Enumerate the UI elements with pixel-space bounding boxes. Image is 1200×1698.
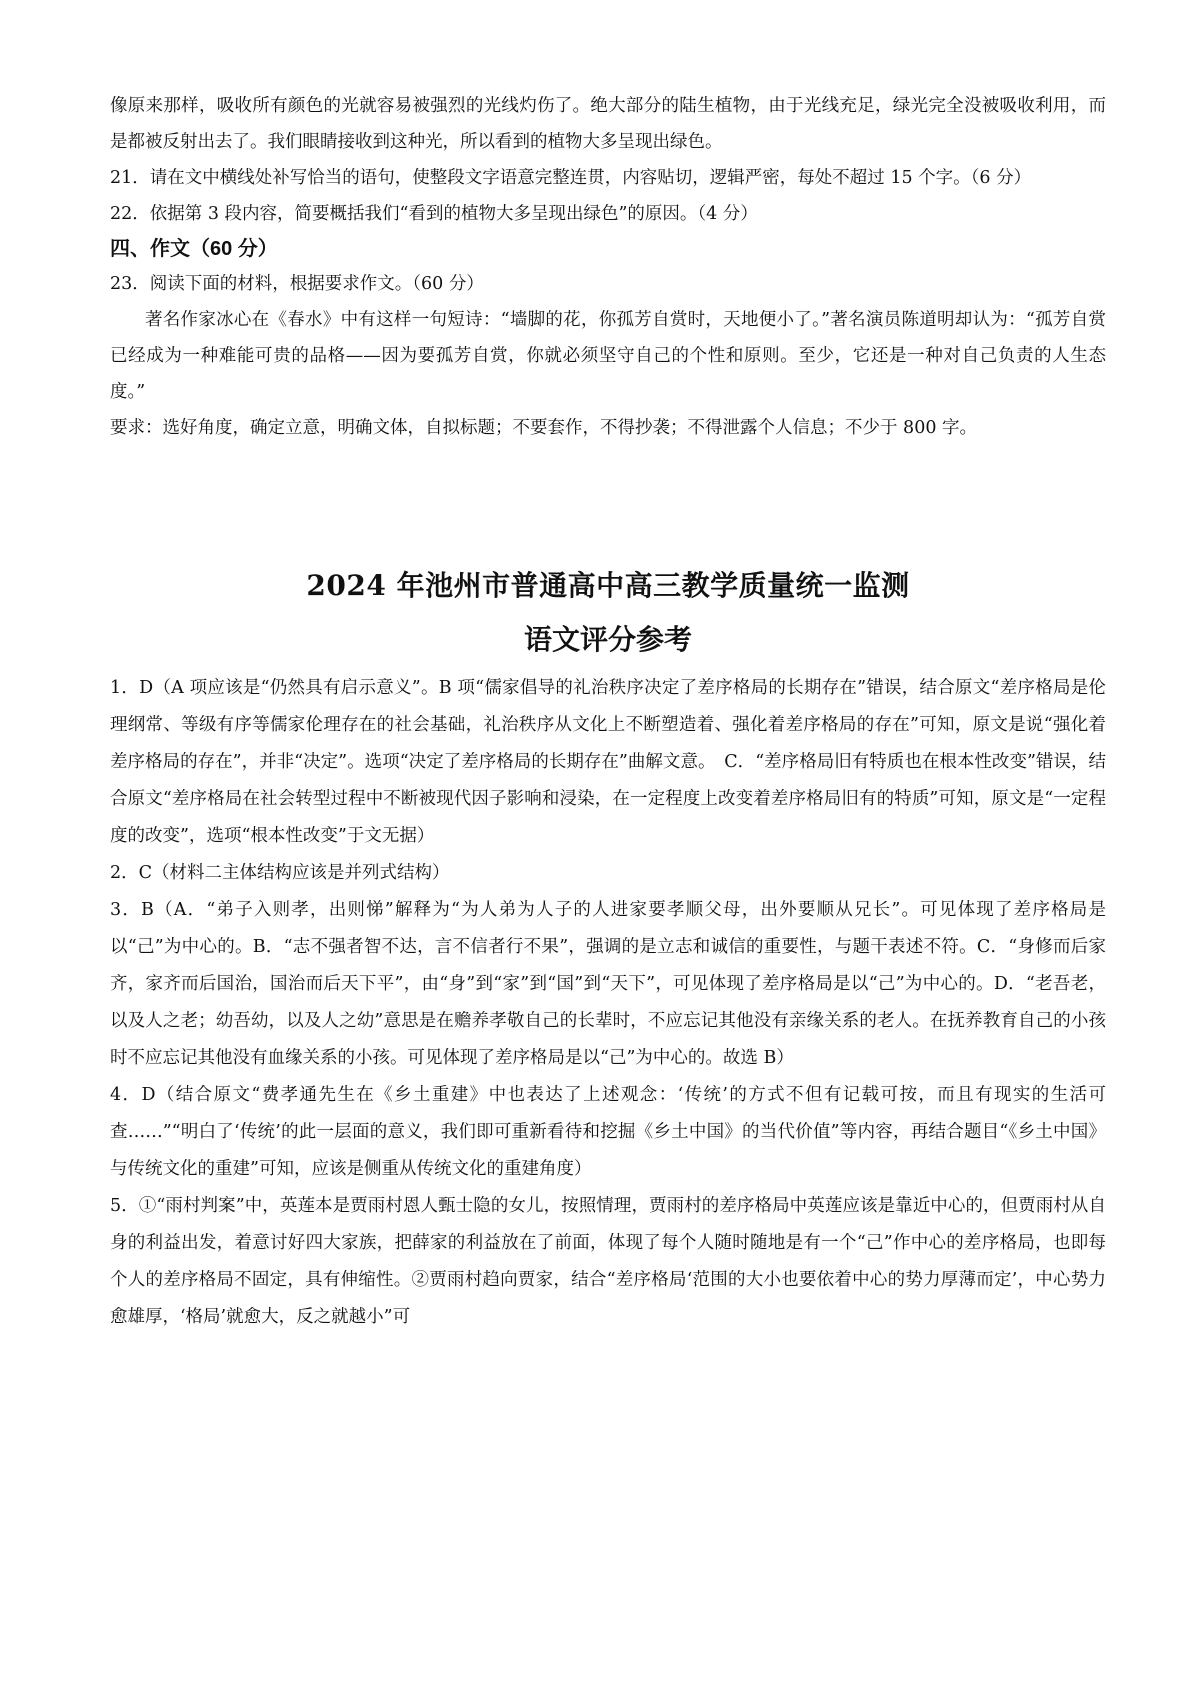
answer-key-section (110, 560, 1106, 1336)
question-23: 23．阅读下面的材料，根据要求作文。（60 分） (110, 274, 484, 294)
section-spacer (110, 446, 1106, 560)
answer-2: 2．C（材料二主体结构应该是并列式结构） (110, 863, 450, 883)
exam-questions-section (110, 88, 1106, 446)
answer-key-title: 2024 年池州市普通高中高三教学质量统一监测 (306, 569, 910, 602)
section-heading-composition: 四、作文（60 分） (110, 238, 278, 260)
answer-key-subtitle: 语文评分参考 (523, 623, 692, 656)
question-22: 22．依据第 3 段内容，简要概括我们“看到的植物大多呈现出绿色”的原因。（4 分） (110, 204, 758, 224)
answer-5: 5．①“雨村判案”中，英莲本是贾雨村恩人甄士隐的女儿，按照情理，贾雨村的差序格局中英莲应该是靠近中心的，但贾雨村从自身的利益出发，着意讨好四大家族，把薛家的利益放在了前面，体现了每个人随时随地是有一个“己”作中心的差序格局，也即每个人的差序格局不固定，具有伸缩性。②贾雨村趋向贾家，结合“差序格局‘范围的大小也要依着中心的势力厚薄而定’，中心势力愈雄厚，‘格局’就愈大，反之就越小”可 (110, 1196, 1106, 1327)
question-21: 21．请在文中横线处补写恰当的语句，使整段文字语意完整连贯，内容贴切，逻辑严密，每处不超过 15 个字。（6 分） (110, 168, 1032, 188)
composition-requirements: 要求：选好角度，确定立意，明确文体，自拟标题；不要套作，不得抄袭；不得泄露个人信息；不少于 800 字。 (110, 418, 978, 438)
answer-1: 1．D（A 项应该是“仍然具有启示意义”。B 项“儒家倡导的礼治秩序决定了差序格局的长期存在”错误，结合原文“差序格局是伦理纲常、等级有序等儒家伦理存在的社会基础，礼治秩序从文化上不断塑造着、强化着差序格局的存在”可知，原文是说“强化着差序格局的存在”，并非“决定”。选项“决定了差序格局的长期存在”曲解文意。 C．“差序格局旧有特质也在根本性改变”错误，结合原文“差序格局在社会转型过程中不断被现代因子影响和浸染，在一定程度上改变着差序格局旧有的特质”可知，原文是“一定程度的改变”，选项“根本性改变”于文无据） (110, 678, 1106, 846)
passage-continuation: 像原来那样，吸收所有颜色的光就容易被强烈的光线灼伤了。绝大部分的陆生植物，由于光线充足，绿光完全没被吸收利用，而是都被反射出去了。我们眼睛接收到这种光，所以看到的植物大多呈现出绿色。 (110, 96, 1106, 152)
composition-material: 著名作家冰心在《春水》中有这样一句短诗：“墙脚的花，你孤芳自赏时，天地便小了。”著名演员陈道明却认为：“孤芳自赏已经成为一种难能可贵的品格——因为要孤芳自赏，你就必须坚守自己的个性和原则。至少，它还是一种对自己负责的人生态度。” (110, 310, 1106, 402)
answer-3: 3．B（A．“弟子入则孝，出则悌”解释为“为人弟为人子的人进家要孝顺父母，出外要顺从兄长”。可见体现了差序格局是以“己”为中心的。B．“志不强者智不达，言不信者行不果”，强调的是立志和诚信的重要性，与题干表述不符。C．“身修而后家齐，家齐而后国治，国治而后天下平”，由“身”到“家”到“国”到“天下”，可见体现了差序格局是以“己”为中心的。D．“老吾老，以及人之老；幼吾幼，以及人之幼”意思是在赡养孝敬自己的长辈时，不应忘记其他没有亲缘关系的老人。在抚养教育自己的小孩时不应忘记其他没有血缘关系的小孩。可见体现了差序格局是以“己”为中心的。故选 B） (110, 900, 1106, 1068)
answer-4: 4．D（结合原文“费孝通先生在《乡土重建》中也表达了上述观念：‘传统’的方式不但有记载可按，而且有现实的生活可查……”“明白了‘传统’的此一层面的意义，我们即可重新看待和挖掘《乡土中国》的当代价值”等内容，再结合题目“《乡土中国》与传统文化的重建”可知，应该是侧重从传统文化的重建角度） (110, 1085, 1106, 1179)
